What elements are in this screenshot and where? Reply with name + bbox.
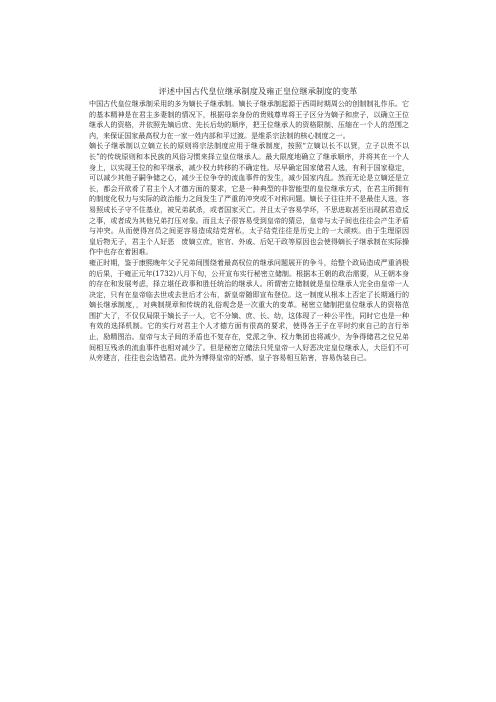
paragraph-yongzheng-reform: 雍正时期，鉴于康熙晚年父子兄弟间围绕着最高权位的继承问题展开的争斗，给整个政局造成严重消极的后果，于雍正元年(1732)八月下旬，公开宣布实行秘密立储制。根据本王朝的政治需要，从王朝本身的存在和发展考虑，择立堪任政事和胜任统治的继承人。所谓密立储制就是皇位继承人完全由皇帝一人决定，只有在皇帝临去世或去世后才公布，新皇帝随即宣布登位。这一制度从根本上否定了长期通行的嫡长继承制度，，对典制规章和传统的礼俗观念是一次重大的变革。秘密立储制把皇位继承人的资格范围扩大了，不仅仅局限于嫡长子一人，它不分嫡、庶、长、幼，这体现了一种公平性，同时它也是一种有效的选择机制。它的实行对君主个人才德方面有很高的要求，使得各王子在平时约束自己的言行举止，励精图治。皇帝与太子间的矛盾也不复存在，党派之争、权力集团也将减少，为争得储君之位兄弟间相互残杀的流血事件也相对减少了。但是秘密立储法只凭皇帝一人好恶决定皇位继承人，大臣们不可从旁建言，往往也会选错君。此外为博得皇帝的好感，皇子容易相互陷害，容易伪装自己。 <box>89 257 409 363</box>
paragraph-succession-analysis: 嫡长子继承制以立嫡立长的原则将宗法制度应用于继承制度，按照“立嫡以长不以贤，立子以贵不以长”的传统原则和本民族的风俗习惯来择立皇位继承人。最大限度地确立了继承顺序，并将其在一个人身上，以实现王位的和平继承，减少权力转移的不确定性。尽早确定国家储君人选，有利于国家稳定，可以减少其他子嗣争储之心，减少王位争夺的流血事件的发生，减少国家内乱。然而无论是立嫡还是立长，都会开欲肴了君主个人才德方面的要求，它是一种典型的非智能型的皇位继承方式，在君主所拥有的制度化权力与实际的政治能力之间发生了严重的冲突或不对称问题。嫡长子往往并不是最佳人选，容易照成长子守不住基业，被兄弟弑杀，或者国家灭亡。并且太子容易学坏，不思进取甚至出现弑君造反之事，或者成为其他兄弟打压对象。而且太子很容易受到皇帝的猜忌，皇帝与太子间也往往会产生矛盾与冲突。从而使得宫员之间更容易造成结党营私，太子结党往往是历史上的一大顽疾。由于生理原因 皇后物无子，君主个人好恶 废嫡立庶，宦官、外戚、后妃干政等原因也会使得嫡长子继承制在实际操作中也存在着困难。 <box>89 141 417 257</box>
document-title: 评述中国古代皇位继承制度及雍正皇位继承制度的变革 <box>158 86 358 96</box>
document-body <box>89 86 417 364</box>
paragraph-succession-origin: 中国古代皇位继承制采用的多为嫡长子继承制。嫡长子继承制起源于西周时期周公的创制制礼作乐。它的基本精神是在君主多妻制的情况下，根据母亲身份的贵贱尊卑将王子区分为嫡子和庶子，以确立王位继承人的资格，并依照先嫡后庶、先长后幼的顺序，把王位继承人的资格限制、压缩在一个人的范围之内，来保证国家最高权力在一家一姓内部和平过渡。是维系宗法制的核心制度之一。 <box>89 99 409 140</box>
